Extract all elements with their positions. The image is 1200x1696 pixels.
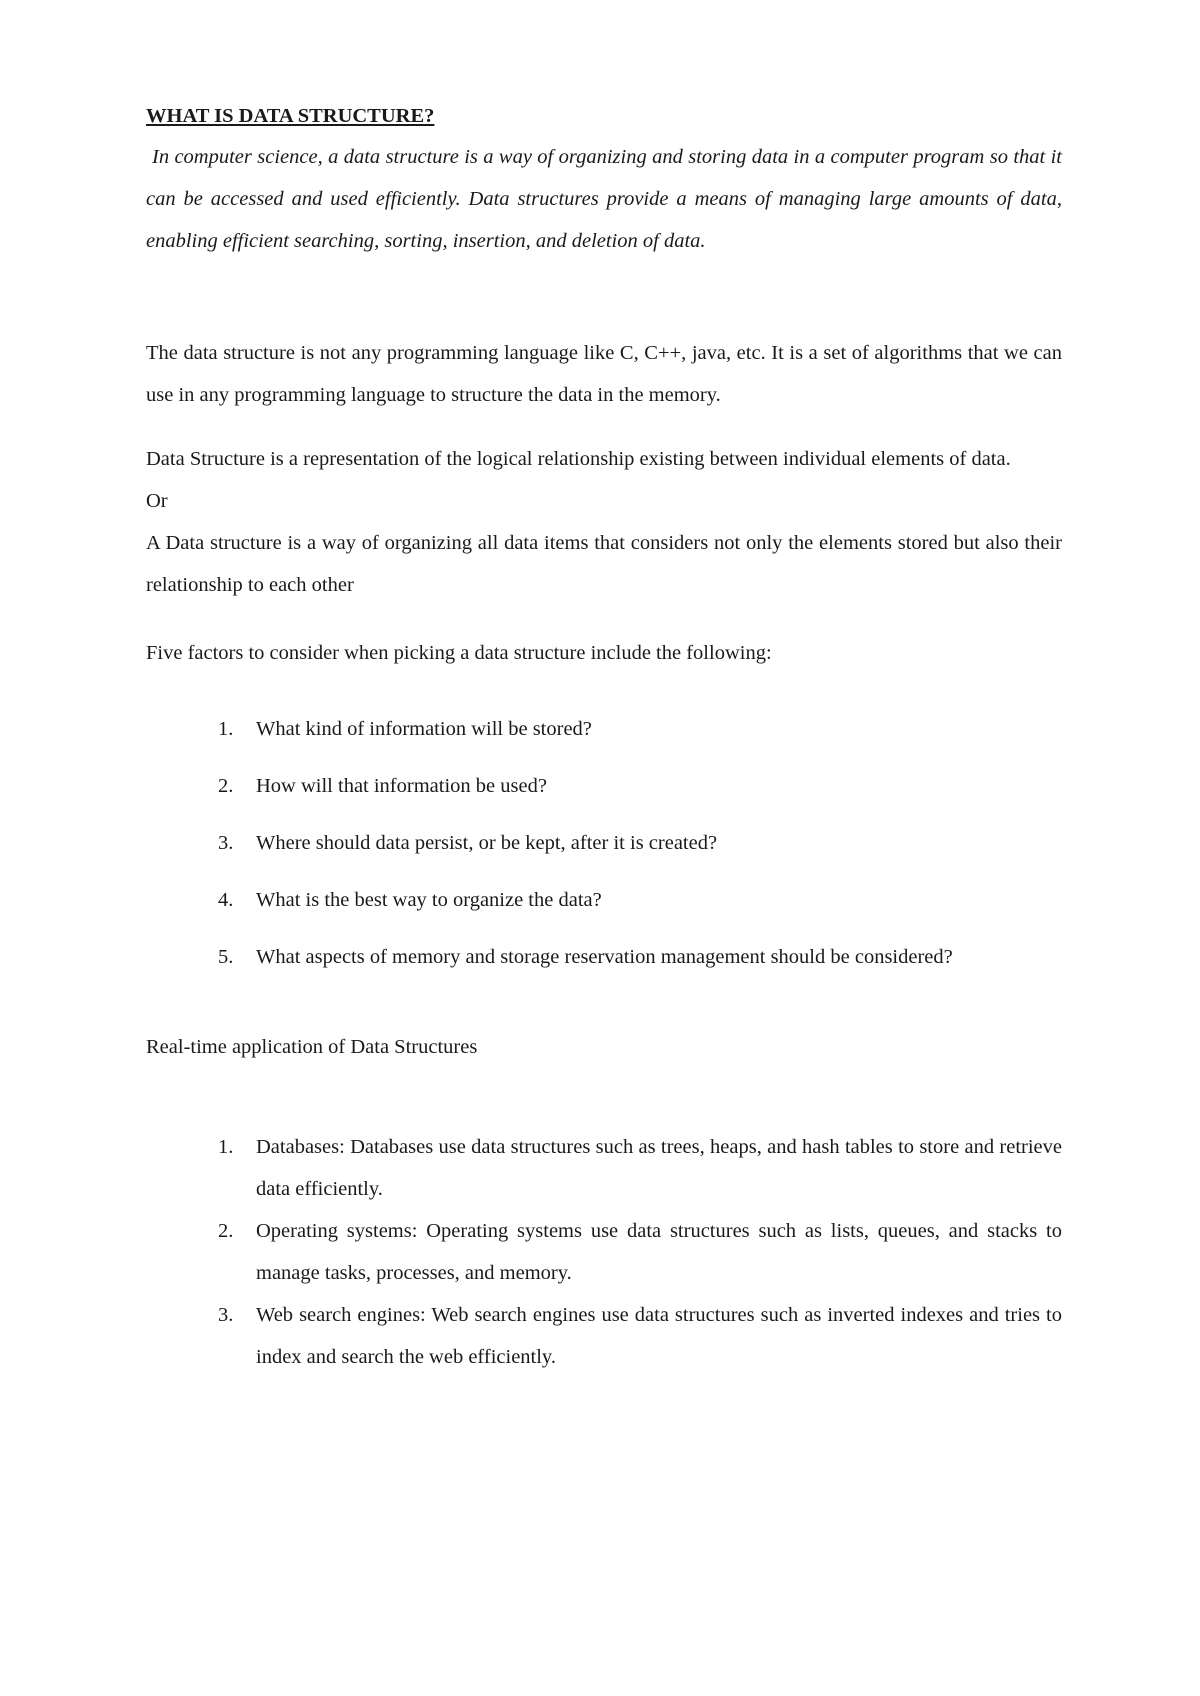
list-number: 2. <box>218 1220 234 1242</box>
list-number: 1. <box>218 718 234 740</box>
document-page <box>146 96 1062 1378</box>
list-item <box>146 1126 1062 1210</box>
factors-intro: Five factors to consider when picking a data structure include the following: <box>146 642 772 664</box>
list-item-text: What kind of information will be stored? <box>256 718 592 740</box>
applications-list <box>146 1126 1062 1378</box>
page-title: WHAT IS DATA STRUCTURE? <box>146 105 435 127</box>
list-item <box>146 765 1062 807</box>
list-item <box>146 936 1062 978</box>
list-number: 3. <box>218 1304 234 1326</box>
list-item-text: Where should data persist, or be kept, after it is created? <box>256 832 718 854</box>
list-item <box>146 822 1062 864</box>
list-item-text: What aspects of memory and storage reservation management should be considered? <box>256 946 953 968</box>
definition-paragraph-1: The data structure is not any programming language like C, C++, java, etc. It is a set of algorithms that we can use in any programming language to structure the data in the memory. <box>146 342 1062 406</box>
list-item <box>146 708 1062 750</box>
list-item <box>146 879 1062 921</box>
list-item-text: Web search engines: Web search engines use data structures such as inverted indexes and tries to index and search the web efficiently. <box>256 1304 1062 1368</box>
list-number: 1. <box>218 1136 234 1158</box>
list-item <box>146 1294 1062 1378</box>
list-item-text: Databases: Databases use data structures such as trees, heaps, and hash tables to store and retrieve data efficiently. <box>256 1136 1062 1200</box>
list-item-text: What is the best way to organize the data? <box>256 889 602 911</box>
list-item-text: How will that information be used? <box>256 775 547 797</box>
or-text: Or <box>146 490 168 512</box>
definition-paragraph-2: Data Structure is a representation of the logical relationship existing between individual elements of data. <box>146 448 1011 470</box>
list-item-text: Operating systems: Operating systems use data structures such as lists, queues, and stacks to manage tasks, processes, and memory. <box>256 1220 1062 1284</box>
definition-paragraph-3: A Data structure is a way of organizing all data items that considers not only the elements stored but also their relationship to each other <box>146 532 1062 596</box>
factors-list <box>146 708 1062 978</box>
list-number: 3. <box>218 832 234 854</box>
list-number: 2. <box>218 775 234 797</box>
applications-heading: Real-time application of Data Structures <box>146 1036 478 1058</box>
list-number: 4. <box>218 889 234 911</box>
list-number: 5. <box>218 946 234 968</box>
intro-paragraph: In computer science, a data structure is a way of organizing and storing data in a computer program so that it can be accessed and used efficiently. Data structures provide a means of managing large amounts of data, enabling efficient searching, sorting, insertion, and deletion of data. <box>146 146 1062 252</box>
list-item <box>146 1210 1062 1294</box>
